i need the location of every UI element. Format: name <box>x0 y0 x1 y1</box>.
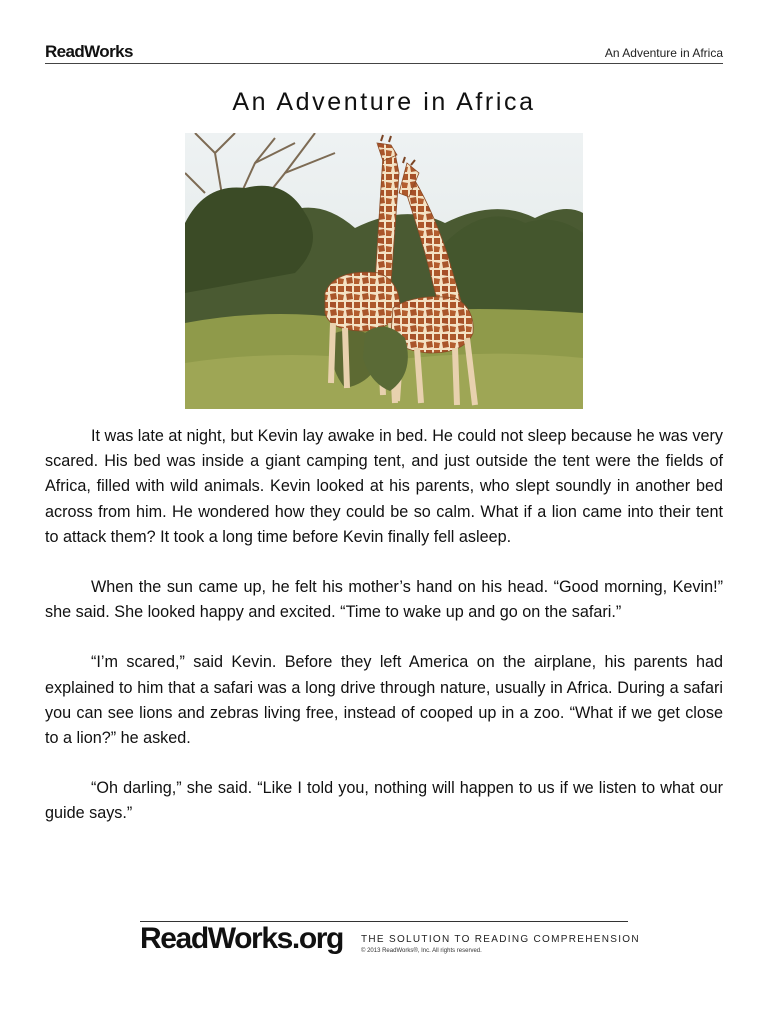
header-document-title: An Adventure in Africa <box>604 46 723 60</box>
header-logo: ReadWorks <box>45 42 133 61</box>
header-divider <box>45 63 723 64</box>
paragraph-1: It was late at night, but Kevin lay awake in bed. He could not sleep because he was very scared. His bed was inside a giant camping tent, and just outside the tent were the fields of Africa, filled with wild animals. Kevin looked at his parents, who slept soundly in another bed across from him. He wondered how they could be so calm. What if a lion came into their tent to attack them? It took a long time before Kevin finally fell asleep. <box>45 427 723 546</box>
footer-tagline: THE SOLUTION TO READING COMPREHENSION <box>361 934 640 945</box>
paragraph-4: “Oh darling,” she said. “Like I told you, nothing will happen to us if we listen to what our guide says.” <box>45 779 723 823</box>
footer-copyright: © 2013 ReadWorks®, Inc. All rights reserved. <box>361 948 482 954</box>
footer-logo: ReadWorks.org <box>140 922 343 955</box>
paragraph-2: When the sun came up, he felt his mother’s hand on his head. “Good morning, Kevin!” she said. She looked happy and excited. “Time to wake up and go on the safari.” <box>45 578 723 622</box>
story-text <box>45 424 723 852</box>
page-title: An Adventure in Africa <box>232 88 536 116</box>
giraffes-photo <box>185 133 583 409</box>
paragraph-3: “I’m scared,” said Kevin. Before they left America on the airplane, his parents had explained to him that a safari was a long drive through nature, usually in Africa. During a safari you can see lions and zebras living free, instead of cooped up in a zoo. “What if we get close to a lion?” he asked. <box>45 653 723 748</box>
